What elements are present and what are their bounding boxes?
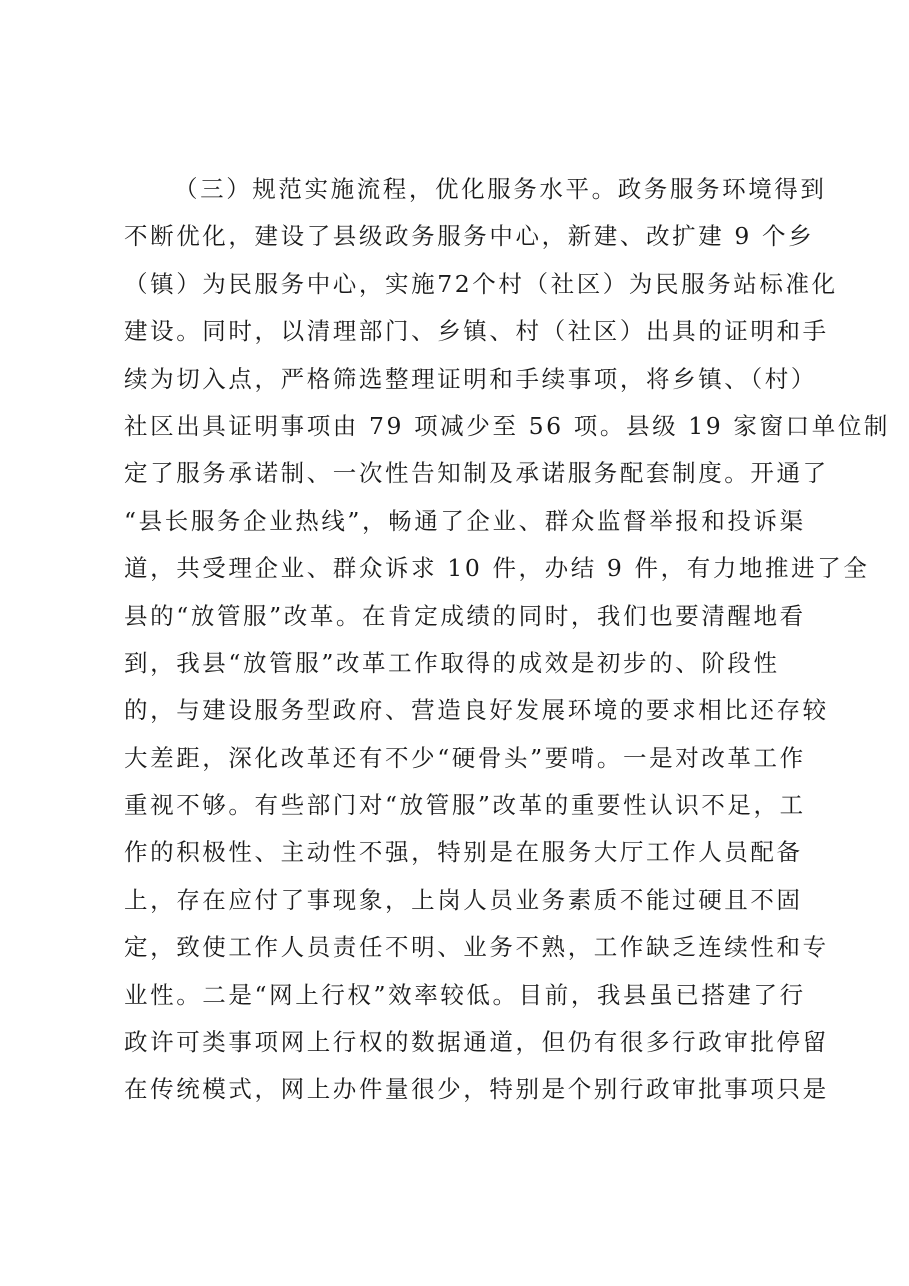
paragraph-line: 重视不够。有些部门对“放管服”改革的重要性认识不足，工 (124, 791, 806, 820)
paragraph-line: 社区出具证明事项由 79 项减少至 56 项。县级 19 家窗口单位制 (124, 411, 891, 440)
body-paragraph (124, 166, 891, 1114)
paragraph-line: “县长服务企业热线”，畅通了企业、群众监督举报和投诉渠 (124, 506, 806, 535)
paragraph-line: 定了服务承诺制、一次性告知制及承诺服务配套制度。开通了 (124, 459, 829, 488)
paragraph-line: 作的积极性、主动性不强，特别是在服务大厅工作人员配备 (124, 838, 803, 867)
paragraph-line: 政许可类事项网上行权的数据通道，但仍有很多行政审批停留 (124, 1028, 829, 1057)
paragraph-line: 道，共受理企业、群众诉求 10 件，办结 9 件，有力地推进了全 (124, 554, 870, 583)
paragraph-line: 在传统模式，网上办件量很少，特别是个别行政审批事项只是 (124, 1075, 829, 1104)
paragraph-line: 县的“放管服”改革。在肯定成绩的同时，我们也要清醒地看 (124, 601, 806, 630)
paragraph-line: 不断优化，建设了县级政务服务中心，新建、改扩建 9 个乡 (124, 222, 815, 251)
paragraph-line: 大差距，深化改革还有不少“硬骨头”要啃。一是对改革工作 (124, 743, 806, 772)
paragraph-line: 业性。二是“网上行权”效率较低。目前，我县虽已搭建了行 (124, 980, 806, 1009)
paragraph-line: 建设。同时，以清理部门、乡镇、村（社区）出具的证明和手 (124, 317, 829, 346)
paragraph-line: （三）规范实施流程，优化服务水平。政务服务环境得到 (174, 175, 827, 203)
paragraph-line: 的，与建设服务型政府、营造良好发展环境的要求相比还存较 (124, 696, 829, 725)
paragraph-line: 定，致使工作人员责任不明、业务不熟，工作缺乏连续性和专 (124, 933, 829, 962)
paragraph-line: 续为切入点，严格筛选整理证明和手续事项，将乡镇、（村） (124, 364, 817, 393)
paragraph-line: 上，存在应付了事现象，上岗人员业务素质不能过硬且不固 (124, 885, 803, 914)
paragraph-line: 到，我县“放管服”改革工作取得的成效是初步的、阶段性 (124, 648, 780, 677)
paragraph-line: （镇）为民服务中心，实施72个村（社区）为民服务站标准化 (124, 269, 838, 298)
